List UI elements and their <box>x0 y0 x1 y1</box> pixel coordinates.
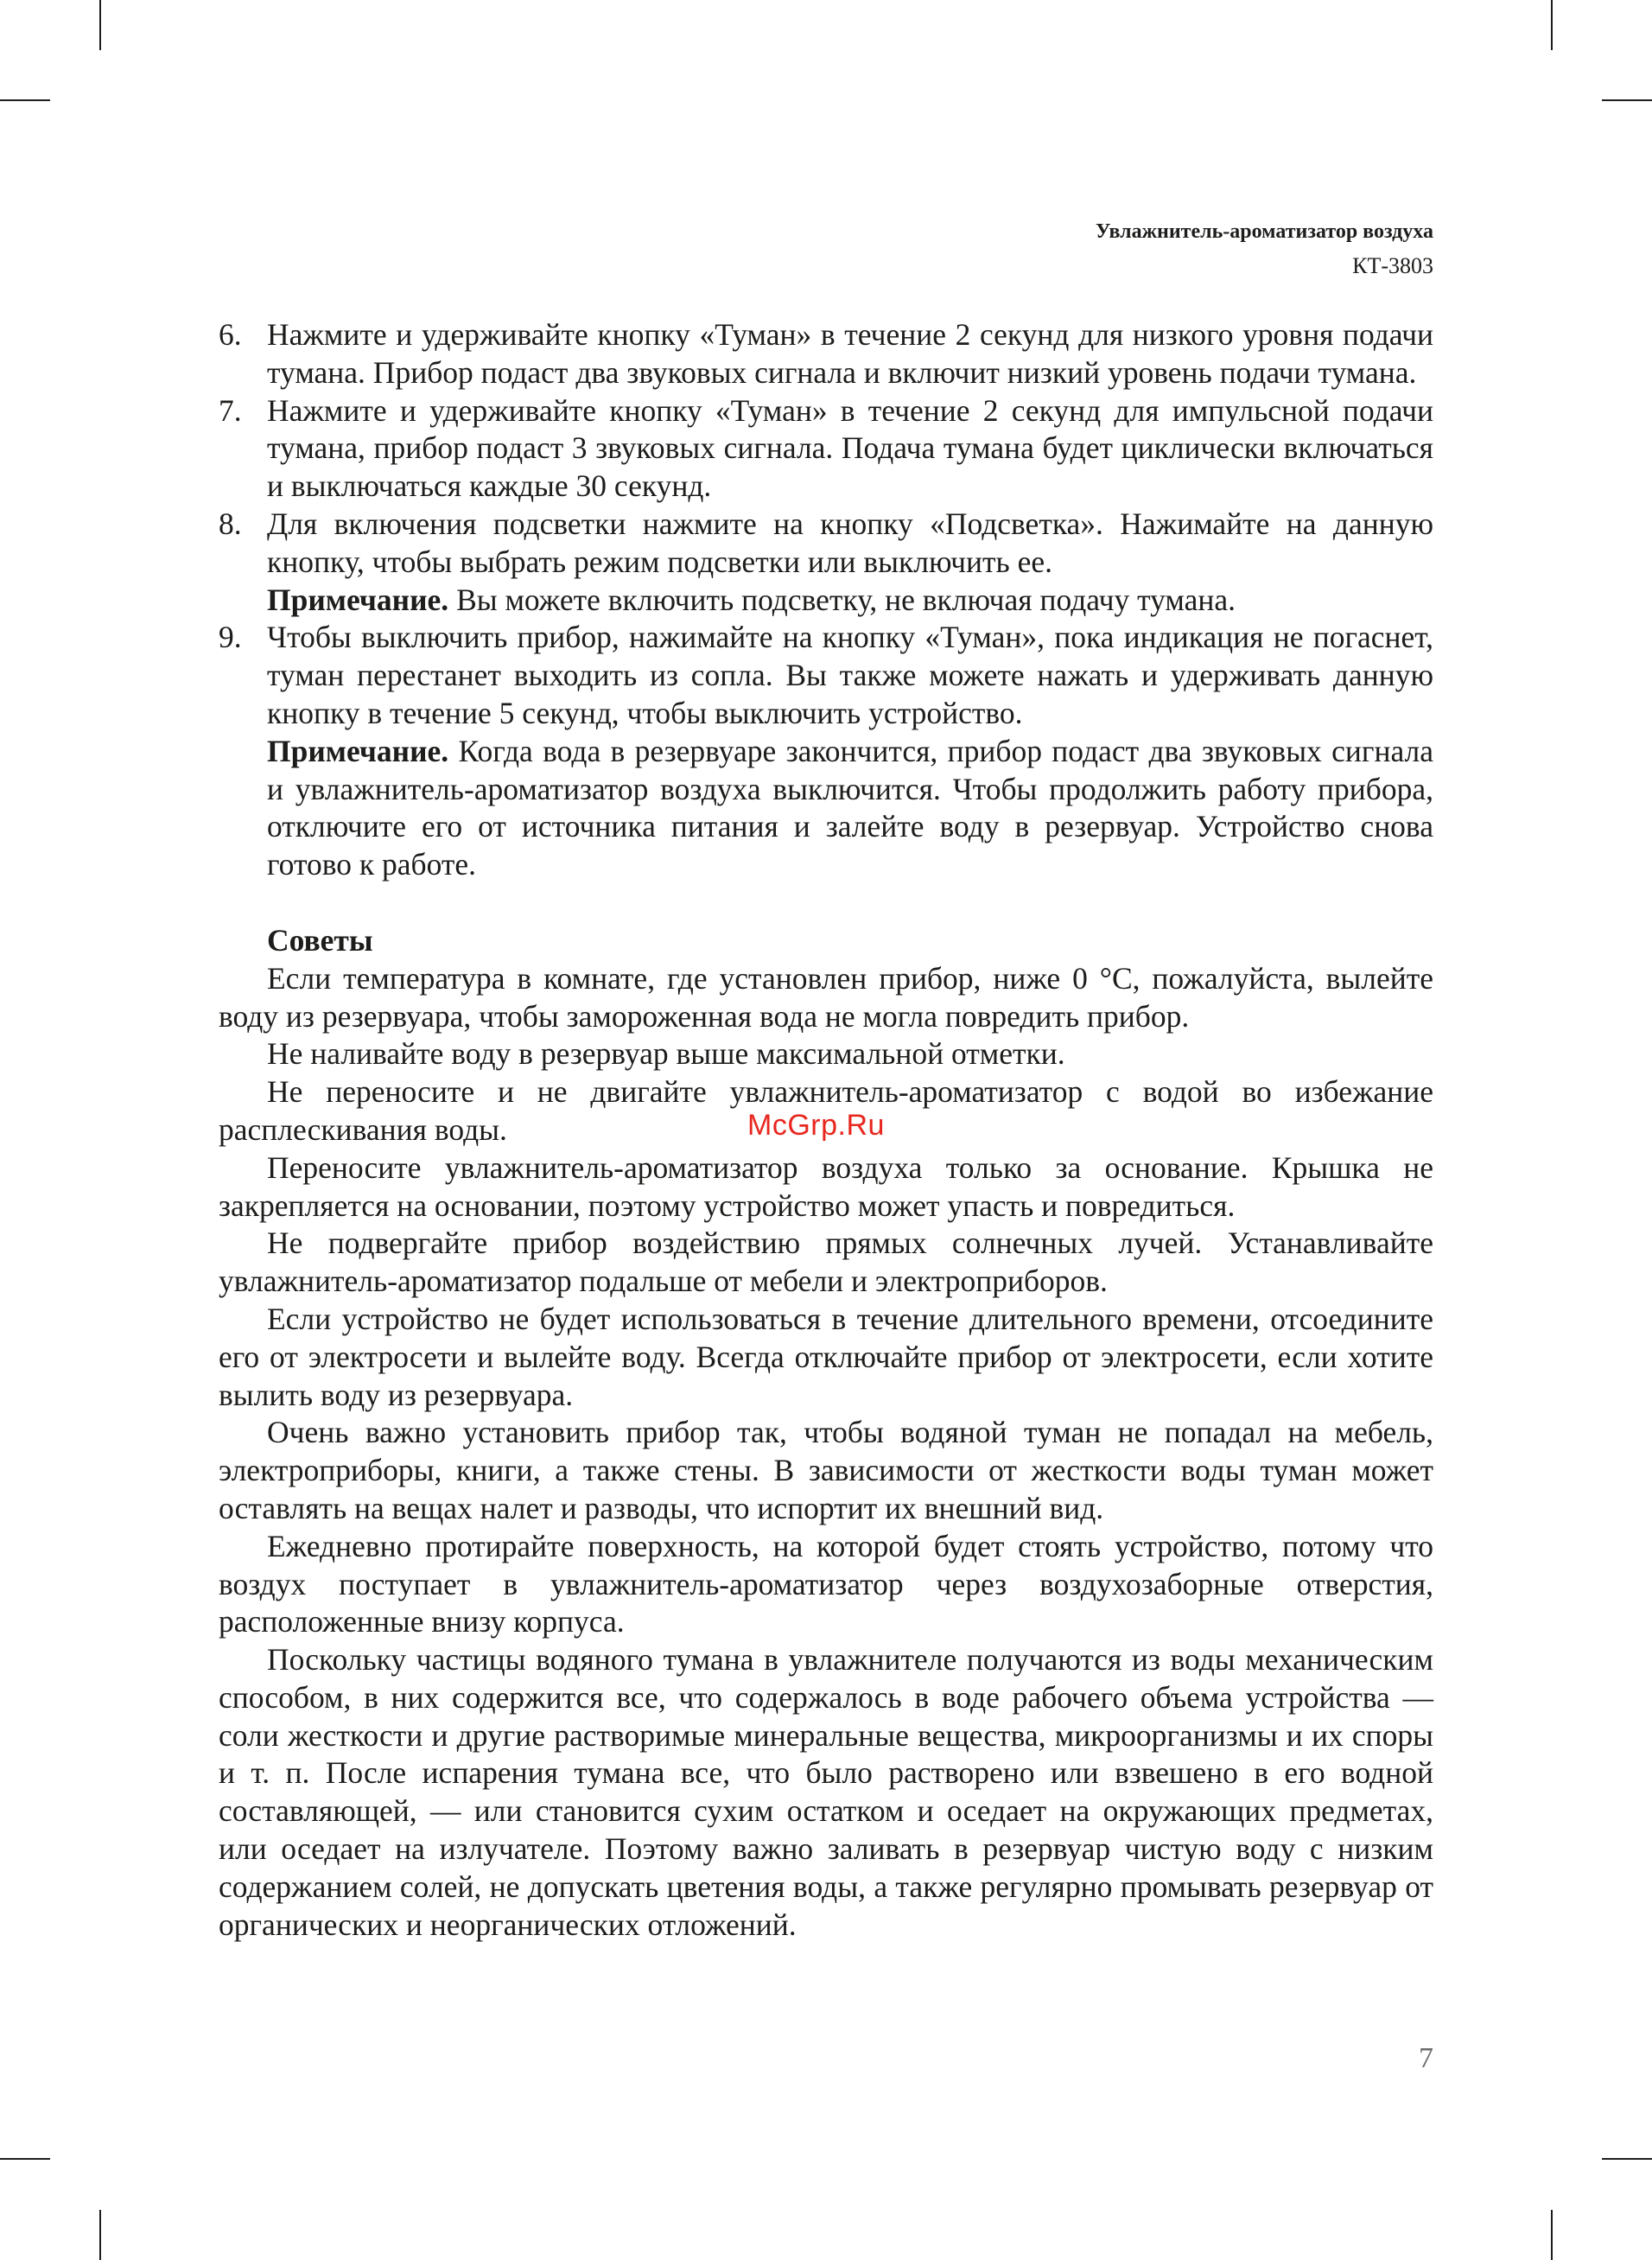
list-item-9 <box>219 619 1433 884</box>
note-label: Примечание. <box>267 582 449 617</box>
tips-paragraph: Переносите увлажнитель-ароматизатор воздуха только за основание. Крышка не закрепляется на основании, поэтому устройство может упасть и повредиться. <box>219 1149 1433 1223</box>
list-item-7 <box>219 392 1433 506</box>
crop-mark-right-top <box>1602 99 1652 101</box>
list-item-text: Чтобы выключить прибор, нажимайте на кнопку «Туман», пока индикация не погаснет, туман перестанет выходить из сопла. Вы также можете нажать и удерживать данную кнопку в течение 5 секунд, чтобы выключить устройство. <box>267 620 1433 730</box>
tips-paragraph: Поскольку частицы водяного тумана в увлажнителе получаются из воды механическим способом, в них содержится все, что содержалось в воде рабочего объема устройства — соли жесткости и другие растворимые минеральные вещества, микроорганизмы и их споры и т. п. После испарения тумана все, что было растворено или взвешено в его водной составляющей, — или становится сухим остатком и оседает на окружающих предметах, или оседает на излучателе. Поэтому важно заливать в резервуар чистую воду с низким содержанием солей, не допускать цветения воды, а также регулярно промывать резервуар от органических и неорганических отложений. <box>219 1642 1433 1942</box>
watermark: McGrp.Ru <box>747 1109 885 1142</box>
crop-mark-left-bottom <box>0 2158 50 2160</box>
tips-paragraph: Не подвергайте прибор воздействию прямых солнечных лучей. Устанавливайте увлажнитель-ароматизатор подальше от мебели и электроприборов. <box>219 1225 1433 1299</box>
section-title-tips: Советы <box>267 922 373 958</box>
list-item-text: Для включения подсветки нажмите на кнопку «Подсветка». Нажимайте на данную кнопку, чтобы выбрать режим подсветки или выключить ее. <box>267 506 1433 579</box>
tips-paragraph: Если устройство не будет использоваться в течение длительного времени, отсоедините его от электросети и вылейте воду. Всегда отключайте прибор от электросети, если хотите вылить воду из резервуара. <box>219 1301 1433 1412</box>
list-item-8 <box>219 506 1433 619</box>
crop-mark-top-right <box>1551 0 1553 50</box>
tips-paragraph: Не переносите и не двигайте увлажнитель-ароматизатор с водой во избежание расплескивания воды. <box>219 1074 1433 1147</box>
crop-mark-top-left <box>99 0 101 50</box>
list-item-text: Нажмите и удерживайте кнопку «Туман» в течение 2 секунд для низкого уровня подачи тумана. Прибор подаст два звуковых сигнала и включит низкий уровень подачи тумана. <box>267 317 1433 390</box>
list-item-number: 8. <box>219 506 242 541</box>
list-item-number: 9. <box>219 620 242 655</box>
tips-paragraph: Ежедневно протирайте поверхность, на которой будет стоять устройство, потому что воздух поступает в увлажнитель-ароматизатор через воздухозаборные отверстия, расположенные внизу корпуса. <box>219 1528 1433 1639</box>
list-item-number: 7. <box>219 392 242 428</box>
crop-mark-left-top <box>0 99 50 101</box>
list-item-6 <box>219 316 1433 392</box>
page-number: 7 <box>1419 2042 1433 2074</box>
header-model: КТ-3803 <box>1352 253 1433 278</box>
note <box>267 733 1433 884</box>
note-text: Вы можете включить подсветку, не включая подачу тумана. <box>448 582 1236 617</box>
crop-mark-bottom-right <box>1551 2210 1553 2260</box>
tips-paragraph: Не наливайте воду в резервуар выше максимальной отметки. <box>267 1036 1065 1072</box>
list-item-text: Нажмите и удерживайте кнопку «Туман» в течение 2 секунд для импульсной подачи тумана, прибор подаст 3 звуковых сигнала. Подача тумана будет циклически включаться и выключаться каждые 30 секунд. <box>267 392 1433 504</box>
note <box>267 582 1433 620</box>
note-text: Когда вода в резервуаре закончится, прибор подаст два звуковых сигнала и увлажнитель-ароматизатор воздуха выключится. Чтобы продолжить работу прибора, отключите его от источника питания и залейте воду в резервуар. Устройство снова готово к работе. <box>267 733 1433 882</box>
header-title: Увлажнитель-ароматизатор воздуха <box>1095 220 1433 243</box>
crop-mark-bottom-left <box>99 2210 101 2260</box>
list-item-number: 6. <box>219 317 242 352</box>
note-label: Примечание. <box>267 733 449 768</box>
tips-paragraph: Очень важно установить прибор так, чтобы водяной туман не попадал на мебель, электроприборы, книги, а также стены. В зависимости от жесткости воды туман может оставлять на вещах налет и разводы, что испортит их внешний вид. <box>219 1415 1433 1525</box>
tips-paragraph: Если температура в комнате, где установлен прибор, ниже 0 °С, пожалуйста, вылейте воду из резервуара, чтобы замороженная вода не могла повредить прибор. <box>219 960 1433 1034</box>
running-header <box>1096 214 1433 283</box>
crop-mark-right-bottom <box>1602 2158 1652 2160</box>
